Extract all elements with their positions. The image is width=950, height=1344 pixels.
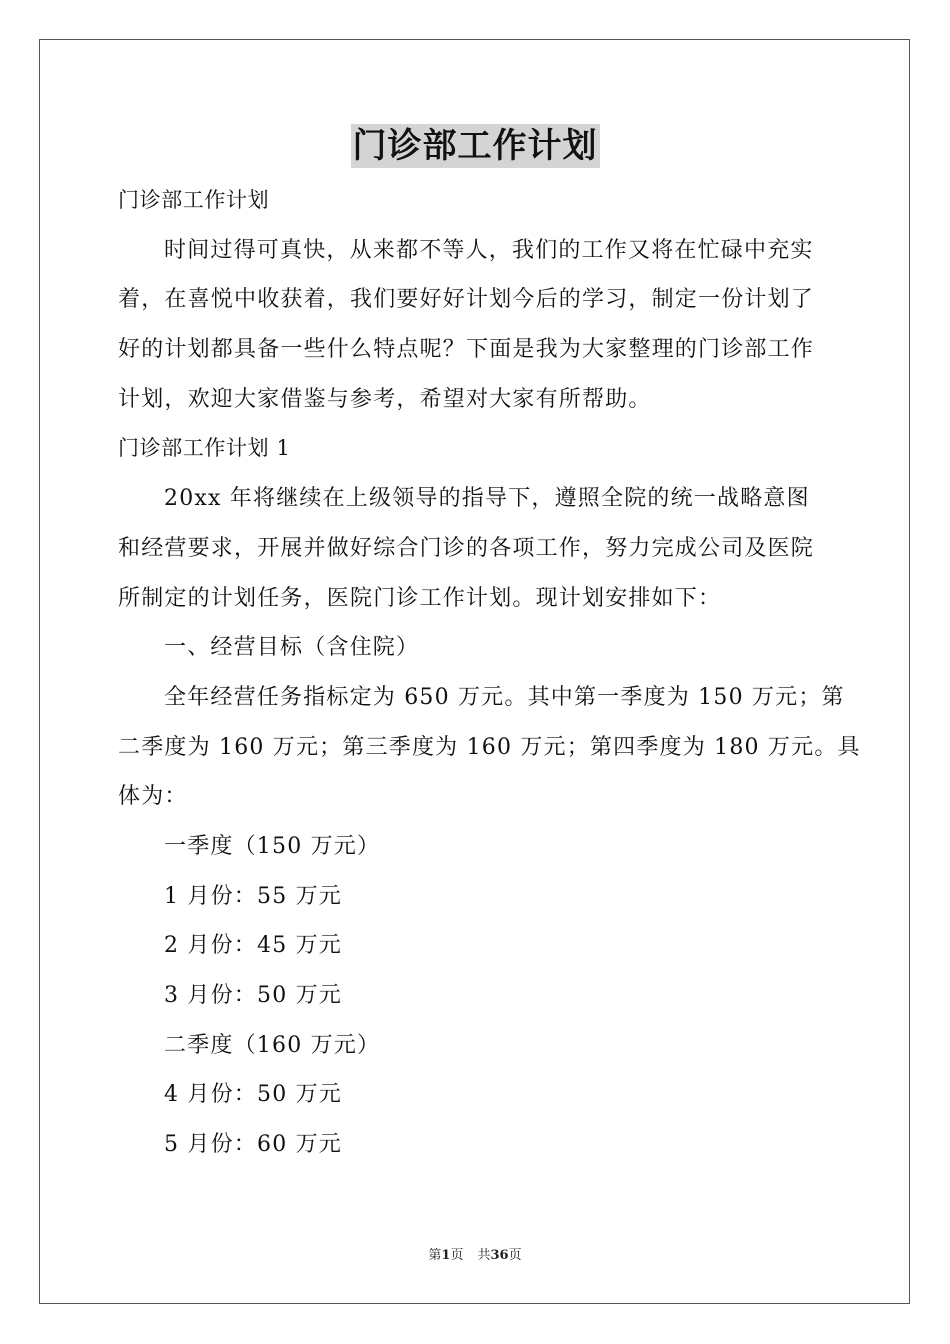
paragraph-line: 计划，欢迎大家借鉴与参考，希望对大家有所帮助。 (118, 386, 652, 412)
paragraph-line: 全年经营任务指标定为 650 万元。其中第一季度为 150 万元；第 (164, 684, 845, 710)
paragraph-line: 20xx 年将继续在上级领导的指导下，遵照全院的统一战略意图 (164, 486, 810, 512)
paragraph-line: 和经营要求，开展并做好综合门诊的各项工作，努力完成公司及医院 (118, 535, 815, 561)
paragraph-line: 时间过得可真快，从来都不等人，我们的工作又将在忙碌中充实 (164, 237, 814, 263)
paragraph-line: 5 月份：60 万元 (164, 1132, 342, 1158)
paragraph-line: 好的计划都具备一些什么特点呢？下面是我为大家整理的门诊部工作 (118, 337, 815, 363)
paragraph-line: 2 月份：45 万元 (164, 933, 342, 959)
paragraph-line: 一季度（150 万元） (164, 833, 381, 859)
paragraph-line: 二季度为 160 万元；第三季度为 160 万元；第四季度为 180 万元。具 (118, 734, 861, 760)
footer-page-number: 1 (441, 1248, 451, 1263)
footer-page-suffix: 页 (450, 1248, 464, 1263)
document-body (118, 176, 861, 1170)
paragraph-line: 一、经营目标（含住院） (164, 635, 420, 661)
paragraph-line: 二季度（160 万元） (164, 1032, 381, 1058)
footer-total-suffix: 页 (508, 1248, 522, 1263)
paragraph-line: 1 月份：55 万元 (164, 883, 342, 909)
footer-total-number: 36 (490, 1248, 509, 1263)
paragraph-line: 所制定的计划任务，医院门诊工作计划。现计划安排如下： (118, 585, 722, 611)
page-footer (0, 1247, 950, 1265)
paragraph-line: 着，在喜悦中收获着，我们要好好计划今后的学习，制定一份计划了 (118, 287, 815, 313)
document-title: 门诊部工作计划 (352, 126, 598, 166)
paragraph-line: 体为： (118, 784, 188, 810)
footer-page-prefix: 第 (428, 1248, 442, 1263)
footer-total-prefix: 共 (477, 1248, 491, 1263)
section-heading: 门诊部工作计划 (118, 188, 270, 212)
section-heading: 门诊部工作计划 1 (118, 436, 291, 461)
paragraph-line: 4 月份：50 万元 (164, 1082, 342, 1108)
title-area (0, 124, 950, 168)
paragraph-line: 3 月份：50 万元 (164, 983, 342, 1008)
